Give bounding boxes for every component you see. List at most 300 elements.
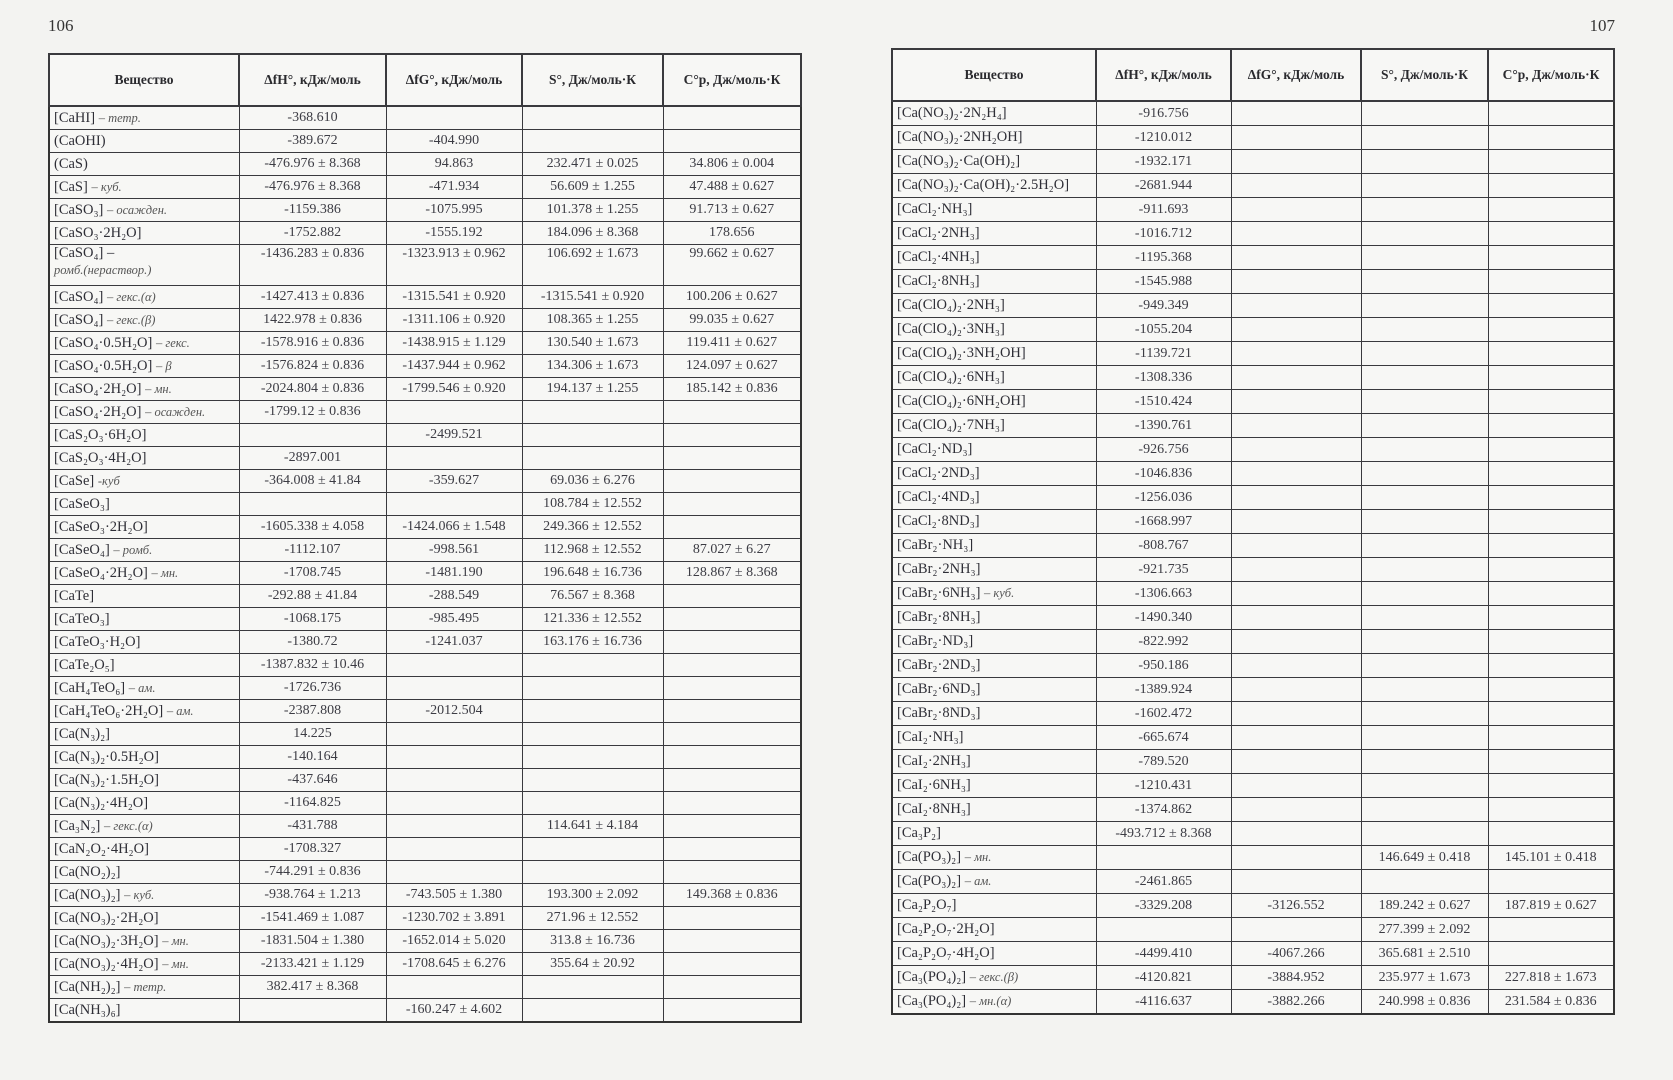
heat-capacity-cell [663,608,801,631]
entropy-cell [522,838,663,861]
header-enthalpy: ΔfH°, кДж/моль [239,54,386,106]
enthalpy-cell: -1016.712 [1096,222,1231,246]
substance-formula: [Ca(NO₃)₂·3H₂O] [54,932,159,949]
substance-cell [892,390,1096,414]
substance-cell [49,309,239,332]
enthalpy-cell: -1195.368 [1096,246,1231,270]
substance-cell [892,702,1096,726]
substance-cell [49,838,239,861]
table-row [892,582,1614,606]
heat-capacity-cell [1488,918,1614,942]
entropy-cell [1361,342,1488,366]
table-row [49,953,801,976]
gibbs-cell: -3882.266 [1231,990,1361,1015]
entropy-cell [1361,822,1488,846]
table-header-row [892,49,1614,101]
substance-formula: [CaSO₄] [54,311,104,328]
entropy-cell [1361,294,1488,318]
enthalpy-cell: -292.88 ± 41.84 [239,585,386,608]
substance-cell [892,678,1096,702]
table-row [892,486,1614,510]
substance-formula: [Ca(PO₃)₂] [897,849,962,865]
heat-capacity-cell [1488,101,1614,126]
substance-cell [892,222,1096,246]
enthalpy-cell: -1602.472 [1096,702,1231,726]
table-row [892,101,1614,126]
enthalpy-cell: -1708.327 [239,838,386,861]
substance-formula: [CaSO₄·2H₂O] [54,403,142,420]
gibbs-cell [386,815,522,838]
substance-phase: – гекс.(β) [969,970,1019,984]
gibbs-cell: -1438.915 ± 1.129 [386,332,522,355]
gibbs-cell [386,677,522,700]
substance-phase: – ромб. [113,542,153,557]
substance-formula: [CaSO₄] – [54,245,115,261]
heat-capacity-cell: 227.818 ± 1.673 [1488,966,1614,990]
substance-phase: – тетр. [98,110,141,125]
substance-cell [49,516,239,539]
gibbs-cell: -1799.546 ± 0.920 [386,378,522,401]
table-row [892,702,1614,726]
table-row [892,774,1614,798]
enthalpy-cell [1096,918,1231,942]
substance-cell [49,953,239,976]
substance-formula: [CaBr₂·6NH₃] [897,585,981,601]
entropy-cell [522,401,663,424]
heat-capacity-cell [1488,438,1614,462]
table-row [892,726,1614,750]
substance-formula: [Ca₂P₂O₇] [897,897,957,913]
entropy-cell: 130.540 ± 1.673 [522,332,663,355]
substance-phase: – тетр. [124,979,167,994]
heat-capacity-cell: 185.142 ± 0.836 [663,378,801,401]
entropy-cell: 134.306 ± 1.673 [522,355,663,378]
gibbs-cell [1231,414,1361,438]
substance-formula: [Ca(NO₃)₂·Ca(OH)₂] [897,153,1021,169]
substance-cell [49,815,239,838]
entropy-cell: 313.8 ± 16.736 [522,930,663,953]
gibbs-cell: -1481.190 [386,562,522,585]
substance-cell [892,606,1096,630]
substance-phase: ромб.(нераствор.) [54,263,152,277]
heat-capacity-cell [663,769,801,792]
substance-formula: [CaH₄TeO₆] [54,679,126,696]
heat-capacity-cell [663,723,801,746]
substance-cell [49,930,239,953]
gibbs-cell [1231,606,1361,630]
entropy-cell [1361,270,1488,294]
substance-formula: [Ca(NH₃)₆] [54,1001,121,1018]
table-row [49,245,801,286]
gibbs-cell: -2012.504 [386,700,522,723]
substance-cell [892,174,1096,198]
entropy-cell: 69.036 ± 6.276 [522,470,663,493]
substance-phase: – гекс.(α) [103,818,153,833]
entropy-cell: 76.567 ± 8.368 [522,585,663,608]
heat-capacity-cell [663,930,801,953]
enthalpy-cell: -1578.916 ± 0.836 [239,332,386,355]
table-row [892,342,1614,366]
substance-cell [892,630,1096,654]
gibbs-cell: -471.934 [386,176,522,199]
substance-formula: [CaH₄TeO₆·2H₂O] [54,702,164,719]
entropy-cell [1361,726,1488,750]
header-heat-capacity: C°p, Дж/моль·К [1488,49,1614,101]
gibbs-cell: -1652.014 ± 5.020 [386,930,522,953]
substance-cell [892,822,1096,846]
header-heat-capacity: C°p, Дж/моль·К [663,54,801,106]
header-enthalpy: ΔfH°, кДж/моль [1096,49,1231,101]
substance-cell [49,401,239,424]
heat-capacity-cell [1488,726,1614,750]
substance-formula: [CaCl₂·ND₃] [897,441,973,457]
heat-capacity-cell: 178.656 [663,222,801,245]
substance-cell [49,153,239,176]
entropy-cell [522,424,663,447]
table-row [49,516,801,539]
substance-formula: [CaS₂O₃·4H₂O] [54,449,147,466]
entropy-cell [1361,678,1488,702]
substance-formula: [CaI₂·8NH₃] [897,801,971,817]
gibbs-cell: 94.863 [386,153,522,176]
entropy-cell: -1315.541 ± 0.920 [522,286,663,309]
table-row [892,798,1614,822]
substance-formula: [Ca(N₃)₂] [54,725,111,742]
header-substance: Вещество [49,54,239,106]
table-row [49,907,801,930]
substance-cell [49,769,239,792]
substance-cell [49,608,239,631]
entropy-cell [1361,198,1488,222]
substance-formula: [CaS₂O₃·6H₂O] [54,426,147,443]
table-row [892,918,1614,942]
substance-formula: [CaBr₂·8ND₃] [897,705,981,721]
substance-formula: [CaI₂·6NH₃] [897,777,971,793]
table-row [49,654,801,677]
substance-cell [49,447,239,470]
enthalpy-cell: -1046.836 [1096,462,1231,486]
entropy-cell [522,976,663,999]
table-row [49,286,801,309]
substance-formula: [Ca₃N₂] [54,817,101,834]
entropy-cell: 108.784 ± 12.552 [522,493,663,516]
entropy-cell [522,999,663,1023]
heat-capacity-cell [663,106,801,130]
gibbs-cell [1231,270,1361,294]
gibbs-cell [1231,174,1361,198]
gibbs-cell [1231,294,1361,318]
substance-formula: [Ca₂P₂O₇·2H₂O] [897,921,995,937]
enthalpy-cell [239,999,386,1023]
gibbs-cell [1231,126,1361,150]
substance-cell [892,294,1096,318]
heat-capacity-cell [1488,558,1614,582]
enthalpy-cell: -1436.283 ± 0.836 [239,245,386,286]
enthalpy-cell [1096,846,1231,870]
entropy-cell [522,130,663,153]
enthalpy-cell: -493.712 ± 8.368 [1096,822,1231,846]
table-row [892,990,1614,1015]
substance-formula: [CaBr₂·2NH₃] [897,561,981,577]
entropy-cell [1361,582,1488,606]
table-row [49,176,801,199]
heat-capacity-cell: 187.819 ± 0.627 [1488,894,1614,918]
heat-capacity-cell: 91.713 ± 0.627 [663,199,801,222]
table-row [49,106,801,130]
substance-cell [892,342,1096,366]
gibbs-cell: -359.627 [386,470,522,493]
substance-cell [892,942,1096,966]
substance-formula: [CaCl₂·NH₃] [897,201,973,217]
table-row [49,355,801,378]
thermo-table-right [891,48,1615,1015]
entropy-cell [522,861,663,884]
substance-formula: [CaBr₂·6ND₃] [897,681,981,697]
substance-formula: [CaSO₄·2H₂O] [54,380,142,397]
substance-formula: [CaSO₃·2H₂O] [54,224,142,241]
heat-capacity-cell: 149.368 ± 0.836 [663,884,801,907]
table-row [892,942,1614,966]
substance-formula: [CaSe] [54,472,95,489]
enthalpy-cell: 14.225 [239,723,386,746]
enthalpy-cell: -1055.204 [1096,318,1231,342]
substance-phase: – мн. [162,933,189,948]
entropy-cell [1361,366,1488,390]
substance-cell [892,750,1096,774]
entropy-cell [1361,150,1488,174]
gibbs-cell [1231,198,1361,222]
table-row [49,401,801,424]
enthalpy-cell: -2133.421 ± 1.129 [239,953,386,976]
entropy-cell [522,677,663,700]
entropy-cell [1361,702,1488,726]
enthalpy-cell: -1576.824 ± 0.836 [239,355,386,378]
substance-cell [49,424,239,447]
heat-capacity-cell [663,130,801,153]
entropy-cell [1361,390,1488,414]
heat-capacity-cell [663,424,801,447]
heat-capacity-cell: 124.097 ± 0.627 [663,355,801,378]
entropy-cell [1361,222,1488,246]
gibbs-cell [1231,462,1361,486]
gibbs-cell: -1230.702 ± 3.891 [386,907,522,930]
entropy-cell [1361,774,1488,798]
table-row [49,153,801,176]
gibbs-cell: -998.561 [386,539,522,562]
table-row [892,294,1614,318]
enthalpy-cell: -364.008 ± 41.84 [239,470,386,493]
enthalpy-cell: -1210.012 [1096,126,1231,150]
substance-formula: [CaS] [54,178,88,195]
enthalpy-cell: -1708.745 [239,562,386,585]
enthalpy-cell: -2681.944 [1096,174,1231,198]
entropy-cell: 196.648 ± 16.736 [522,562,663,585]
table-row [49,332,801,355]
substance-phase: – ам. [166,703,194,718]
gibbs-cell [1231,438,1361,462]
enthalpy-cell: -1112.107 [239,539,386,562]
substance-formula: [Ca(NO₃)₂·2N₂H₄] [897,105,1007,121]
substance-cell [892,846,1096,870]
entropy-cell [1361,558,1488,582]
gibbs-cell [1231,222,1361,246]
substance-formula: [CaTe] [54,587,95,604]
gibbs-cell [1231,318,1361,342]
entropy-cell [1361,414,1488,438]
entropy-cell: 112.968 ± 12.552 [522,539,663,562]
heat-capacity-cell [1488,126,1614,150]
enthalpy-cell: -1545.988 [1096,270,1231,294]
substance-cell [49,245,239,286]
table-row [49,424,801,447]
substance-phase: – мн. [964,850,992,864]
table-row [892,630,1614,654]
heat-capacity-cell [1488,462,1614,486]
substance-formula: [Ca₃P₂] [897,825,941,841]
substance-formula: [CaSO₃] [54,201,104,218]
entropy-cell: 106.692 ± 1.673 [522,245,663,286]
gibbs-cell [1231,750,1361,774]
substance-cell [49,585,239,608]
substance-formula: [Ca(NO₃)₂·4H₂O] [54,955,159,972]
enthalpy-cell [239,493,386,516]
entropy-cell: 193.300 ± 2.092 [522,884,663,907]
heat-capacity-cell [1488,270,1614,294]
substance-phase: – гекс.(β) [106,312,156,327]
table-row [49,677,801,700]
entropy-cell [1361,318,1488,342]
substance-formula: [CaSO₄] [54,288,104,305]
enthalpy-cell: -1427.413 ± 0.836 [239,286,386,309]
table-row [892,222,1614,246]
substance-formula: (CaOHI) [54,132,106,149]
gibbs-cell: -3884.952 [1231,966,1361,990]
substance-cell [49,677,239,700]
heat-capacity-cell: 119.411 ± 0.627 [663,332,801,355]
substance-cell [892,534,1096,558]
entropy-cell [1361,486,1488,510]
table-row [892,846,1614,870]
table-row [49,700,801,723]
heat-capacity-cell [1488,390,1614,414]
page-number-right: 107 [1589,16,1615,35]
enthalpy-cell: -938.764 ± 1.213 [239,884,386,907]
table-row [892,414,1614,438]
substance-cell [49,631,239,654]
heat-capacity-cell [1488,798,1614,822]
heat-capacity-cell [663,861,801,884]
gibbs-cell [1231,510,1361,534]
table-row [892,558,1614,582]
substance-formula: [Ca(ClO₄)₂·6NH₃] [897,369,1005,385]
substance-cell [49,493,239,516]
substance-cell [49,286,239,309]
substance-cell [892,558,1096,582]
table-row [892,654,1614,678]
substance-formula: [CaSeO₄·2H₂O] [54,564,148,581]
gibbs-cell [1231,726,1361,750]
entropy-cell [1361,654,1488,678]
substance-cell [49,176,239,199]
substance-phase: – куб. [124,887,155,902]
gibbs-cell [1231,342,1361,366]
heat-capacity-cell [1488,750,1614,774]
gibbs-cell [1231,798,1361,822]
entropy-cell: 277.399 ± 2.092 [1361,918,1488,942]
enthalpy-cell: -476.976 ± 8.368 [239,153,386,176]
substance-phase: – мн. [145,381,172,396]
enthalpy-cell: -1831.504 ± 1.380 [239,930,386,953]
table-row [49,470,801,493]
substance-cell [892,462,1096,486]
entropy-cell [522,746,663,769]
substance-phase: – ам. [964,874,992,888]
heat-capacity-cell [663,447,801,470]
substance-cell [892,726,1096,750]
enthalpy-cell: -1068.175 [239,608,386,631]
table-row [49,631,801,654]
substance-phase: – β [155,358,172,373]
heat-capacity-cell [663,792,801,815]
substance-cell [892,870,1096,894]
substance-cell [892,318,1096,342]
substance-cell [49,199,239,222]
substance-cell [892,414,1096,438]
enthalpy-cell: -665.674 [1096,726,1231,750]
gibbs-cell [1231,654,1361,678]
gibbs-cell: -4067.266 [1231,942,1361,966]
gibbs-cell [1231,558,1361,582]
substance-formula: [Ca(ClO₄)₂·7NH₃] [897,417,1005,433]
gibbs-cell [386,861,522,884]
substance-formula: [Ca(ClO₄)₂·6NH₂OH] [897,393,1026,409]
entropy-cell [522,700,663,723]
substance-cell [49,355,239,378]
entropy-cell [1361,630,1488,654]
enthalpy-cell: -2461.865 [1096,870,1231,894]
enthalpy-cell: -431.788 [239,815,386,838]
heat-capacity-cell [1488,510,1614,534]
table-row [49,999,801,1023]
heat-capacity-cell [1488,222,1614,246]
table-row [892,150,1614,174]
substance-formula: [CaCl₂·2NH₃] [897,225,980,241]
enthalpy-cell: -1668.997 [1096,510,1231,534]
enthalpy-cell: 382.417 ± 8.368 [239,976,386,999]
substance-cell [892,246,1096,270]
substance-cell [49,470,239,493]
enthalpy-cell: -1510.424 [1096,390,1231,414]
enthalpy-cell: -2387.808 [239,700,386,723]
heat-capacity-cell [663,654,801,677]
substance-formula: [CaSeO₃] [54,495,110,512]
heat-capacity-cell [1488,606,1614,630]
gibbs-cell [386,401,522,424]
enthalpy-cell: -1387.832 ± 10.46 [239,654,386,677]
substance-phase: – мн. [151,565,179,580]
substance-formula: [Ca(NO₃)₂·Ca(OH)₂·2.5H₂O] [897,177,1070,193]
substance-cell [892,990,1096,1015]
substance-cell [892,126,1096,150]
gibbs-cell [1231,822,1361,846]
entropy-cell [1361,870,1488,894]
substance-formula: [Ca(N₃)₂·0.5H₂O] [54,748,159,765]
substance-cell [892,366,1096,390]
substance-formula: [Ca(ClO₄)₂·2NH₃] [897,297,1005,313]
enthalpy-cell: -1932.171 [1096,150,1231,174]
enthalpy-cell: -822.992 [1096,630,1231,654]
substance-cell [49,562,239,585]
